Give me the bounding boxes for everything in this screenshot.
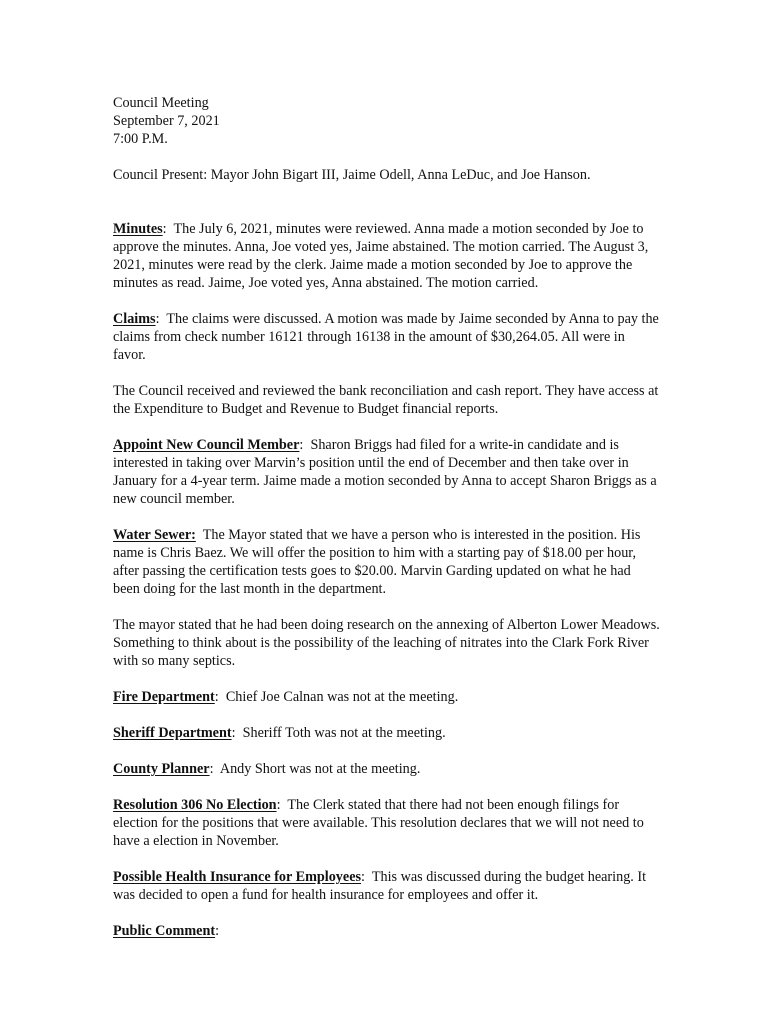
meeting-time: 7:00 P.M. xyxy=(113,131,168,147)
section-separator: : xyxy=(361,869,372,885)
section-county-planner xyxy=(113,760,661,778)
section-body-resolution: The Clerk stated that there had not been enough filings for election for the positions that were available. This resolution declares that we will not need to have a election in November. xyxy=(113,797,644,849)
section-body-sheriff: Sheriff Toth was not at the meeting. xyxy=(242,725,446,741)
section-separator xyxy=(196,527,203,543)
section-heading-planner: County Planner xyxy=(113,761,210,777)
section-public-comment xyxy=(113,922,661,940)
council-present: Council Present: Mayor John Bigart III, Jaime Odell, Anna LeDuc, and Joe Hanson. xyxy=(113,167,591,183)
section-separator: : xyxy=(155,311,167,327)
section-heading-resolution: Resolution 306 No Election xyxy=(113,797,277,813)
section-heading-sheriff: Sheriff Department xyxy=(113,725,232,741)
section-separator: : xyxy=(276,797,288,813)
section-separator: : xyxy=(214,689,226,705)
section-water-sewer xyxy=(113,526,661,598)
section-heading-claims: Claims xyxy=(113,311,156,327)
section-heading-minutes: Minutes xyxy=(113,221,163,237)
meeting-title: Council Meeting xyxy=(113,95,209,111)
section-body-claims: The claims were discussed. A motion was made by Jaime seconded by Anna to pay the claims from check number 16121 through 16138 in the amount of $30,264.05. All were in favor. xyxy=(113,311,659,363)
section-heading-fire: Fire Department xyxy=(113,689,215,705)
section-body-appoint: Sharon Briggs had filed for a write-in candidate and is interested in taking over Marvin’s position until the end of December and then take over in January for a 4-year term. Jaime made a motion seconded by Anna to accept Sharon Briggs as a new council member. xyxy=(113,437,657,507)
section-resolution-306 xyxy=(113,796,661,850)
section-fire-department xyxy=(113,688,661,706)
section-heading-health: Possible Health Insurance for Employees xyxy=(113,869,362,885)
section-separator: : xyxy=(162,221,174,237)
section-separator: : xyxy=(231,725,243,741)
section-body-health: This was discussed during the budget hearing. It was decided to open a fund for health insurance for employees and offer it. xyxy=(113,869,647,903)
section-body-minutes: The July 6, 2021, minutes were reviewed. Anna made a motion seconded by Joe to approve the minutes. Anna, Joe voted yes, Jaime abstained. The motion carried. The August 3, 2021, minutes were read by the clerk. Jaime made a motion seconded by Joe to approve the minutes as read. Jaime, Joe voted yes, Anna abstained. The motion carried. xyxy=(113,221,649,291)
section-annexing: The mayor stated that he had been doing research on the annexing of Alberton Lower Meadows. Something to think about is the possibility of the leaching of nitrates into the Clark Fork River with so many septics. xyxy=(113,617,660,669)
section-body-planner: Andy Short was not at the meeting. xyxy=(219,761,421,777)
section-bank-reconciliation: The Council received and reviewed the bank reconciliation and cash report. They have access at the Expenditure to Budget and Revenue to Budget financial reports. xyxy=(113,383,659,417)
section-heading-appoint: Appoint New Council Member xyxy=(113,437,300,453)
meeting-date: September 7, 2021 xyxy=(113,113,220,129)
section-body-water-sewer: The Mayor stated that we have a person who is interested in the position. His name is Chris Baez. We will offer the position to him with a starting pay of $18.00 per hour, after passing the certification tests goes to $20.00. Marvin Garding updated on what he had been doing for the last month in the department. xyxy=(113,527,641,597)
section-heading-public-comment: Public Comment xyxy=(113,923,216,939)
section-separator: : xyxy=(215,923,220,939)
section-appoint-council-member xyxy=(113,436,661,508)
section-health-insurance xyxy=(113,868,661,904)
section-body-fire: Chief Joe Calnan was not at the meeting. xyxy=(225,689,459,705)
document-content xyxy=(113,94,661,940)
section-claims xyxy=(113,310,661,364)
section-minutes xyxy=(113,220,661,292)
section-sheriff-department xyxy=(113,724,661,742)
section-heading-water-sewer: Water Sewer: xyxy=(113,527,196,543)
section-separator: : xyxy=(299,437,311,453)
section-separator: : xyxy=(209,761,220,777)
